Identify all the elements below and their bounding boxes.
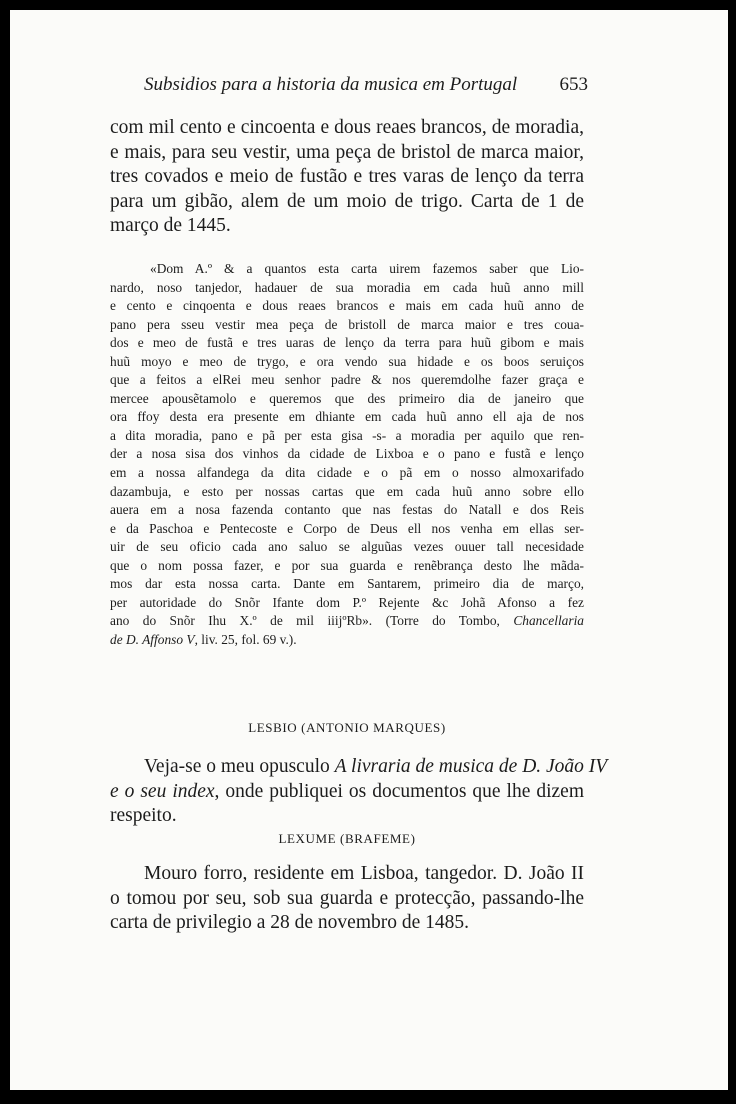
- text-line: tres covados e meio de fustão e tres varas de lenço da terra: [110, 166, 584, 188]
- text-line: Mouro forro, residente em Lisboa, tangedor. D. João II: [144, 863, 584, 884]
- text-line: [110, 755, 608, 780]
- running-head-title: Subsidios para a historia da musica em Portugal: [144, 74, 518, 95]
- page-number: 653: [559, 74, 588, 95]
- quote-line: auera em a nosa fazenda contanto que nas festas do Natall e dos Reis: [110, 502, 584, 518]
- text-fragment: Veja-se o meu opusculo: [144, 756, 335, 777]
- citation-chancellaria: Chancellaria: [513, 613, 584, 629]
- quote-line: per autoridade do Snõr Ifante dom P.º Rejente &c Johã Afonso a fez: [110, 594, 584, 610]
- entry-heading-lesbio: LESBIO (ANTONIO MARQUES): [248, 720, 446, 735]
- quote-line: dos e meo de fustã e tres uaras de lenço da terra para huũ gibom e mais: [110, 335, 584, 351]
- quote-line: e da Paschoa e Pentecoste e Corpo de Deus ell nos venha em ellas ser-: [110, 520, 584, 536]
- text-line: março de 1445.: [110, 215, 231, 237]
- entry-heading-lexume: LEXUME (BRAFEME): [278, 831, 416, 846]
- quote-line: e cento e cinqoenta e dous reaes brancos e mais em cada huũ anno de: [110, 298, 584, 314]
- citation-affonso: Affonso V: [142, 631, 195, 647]
- running-head: [144, 74, 588, 96]
- text-line: para um gibão, alem de um moio de trigo. Carta de 1 de: [110, 190, 584, 212]
- quote-line: «Dom A.º & a quantos esta carta uirem fazemos saber que Lio-: [150, 261, 584, 276]
- paragraph-carta-1445: [110, 116, 584, 239]
- text-line: respeito.: [110, 805, 177, 827]
- quote-line: der a nosa sisa dos vinhos da cidade de Lixboa e o pano e fustã e lenço: [110, 446, 584, 462]
- quote-line: ora ffoy desta era presente em dhiante em cada huũ anno ell aja de nos: [110, 409, 584, 425]
- quote-line: uir de seu oficio cada ano saluo se alguũas vezes ouuer tall necesidade: [110, 539, 584, 555]
- paragraph-lesbio: [110, 755, 608, 829]
- book-page: [10, 10, 728, 1090]
- quote-line: em a nossa alfandega da dita cidade e o pã em o nosso almoxarifado: [110, 465, 584, 481]
- quote-line: mercee apousẽtamolo e queremos que des primeiro dia de janeiro que: [110, 390, 584, 406]
- quote-line-last: [110, 631, 584, 650]
- citation-roman: de D.: [110, 631, 143, 647]
- text-line: com mil cento e cincoenta e dous reaes brancos, de moradia,: [110, 117, 584, 138]
- document-quotation: [110, 260, 584, 649]
- text-line: o tomou por seu, sob sua guarda e protecção, passando-lhe: [110, 887, 584, 909]
- quote-line-with-citation: [110, 612, 584, 631]
- quote-line: mos dar esta nossa carta. Dante em Santarem, primeiro dia de março,: [110, 576, 584, 592]
- quote-line: nardo, noso tanjedor, hadauer de sua moradia em cada huũ anno mill: [110, 279, 584, 295]
- text-fragment: , onde publiquei os documentos que lhe dizem: [214, 780, 584, 802]
- quote-line: a dita moradia, pano e pã per esta gisa -s- a moradia per aquilo que ren-: [110, 427, 584, 443]
- book-title-italic: A livraria de musica de D. João IV: [334, 756, 608, 777]
- quote-text: ano do Snõr Ihu X.º de mil iiijºRb». (Torre do Tombo,: [110, 613, 500, 629]
- quote-line: dazambuja, e esto per nossas cartas que em cada huũ anno sobre ello: [110, 483, 584, 499]
- quote-line: que o nom possa fazer, e por sua guarda e renẽbrança desto lhe mãda-: [110, 557, 584, 573]
- quote-line: huũ moyo e meo de trygo, e ora vendo sua hidade e os boos seruiços: [110, 353, 584, 369]
- text-line: e mais, para seu vestir, uma peça de bristol de marca maior,: [110, 141, 584, 163]
- book-title-italic-cont: e o seu index: [110, 780, 215, 802]
- quote-line: que a feitos a elRei meu senhor padre & nos queremdolhe fazer graça e: [110, 372, 584, 388]
- text-line: [110, 780, 584, 805]
- quote-line: pano pera sseu vestir mea peça de bristoll de marca maior e tres coua-: [110, 316, 584, 332]
- text-line: carta de privilegio a 28 de novembro de 1485.: [110, 912, 470, 934]
- citation-tail: , liv. 25, fol. 69 v.).: [194, 631, 297, 647]
- paragraph-lexume: [110, 862, 584, 936]
